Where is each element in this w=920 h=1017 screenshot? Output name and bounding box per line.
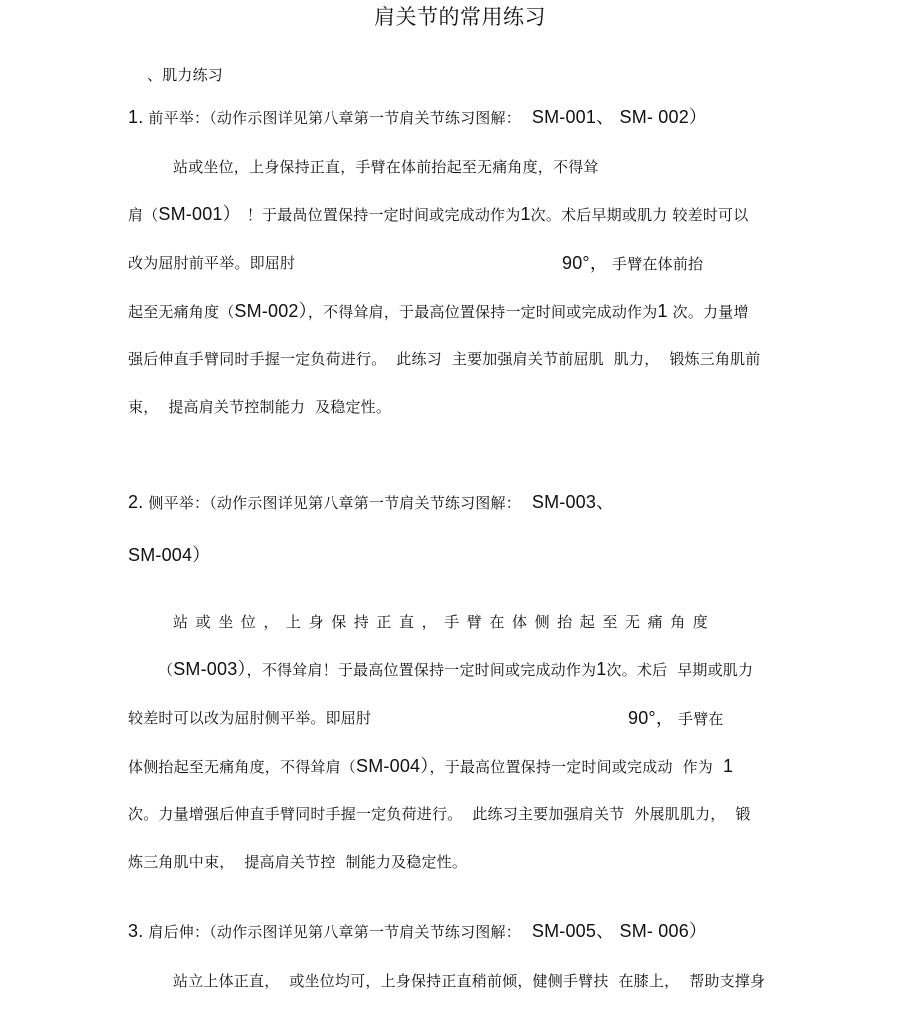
exercise-1-reference: （动作示图详见第八章第一节肩关节练习图解： (209, 109, 521, 127)
exercise-1-line-1: 站或坐位，上身保持正直，手臂在体前抬起至无痛角度，不得耸 (173, 158, 599, 176)
exercise-2-line-1: 站或坐位，上身保持正直，手臂在体侧抬起至无痛角度 (173, 613, 716, 631)
exercise-1-count-2: 1 (657, 301, 668, 321)
exercise-3-heading (128, 921, 707, 942)
exercise-1-line-5: 强后伸直手臂同时手握一定负荷进行。 此练习 主要加强肩关节前屈肌 肌力， 锻炼三角肌前 (128, 350, 761, 368)
exercise-1-line-6: 束， 提高肩关节控制能力 及稳定性。 (128, 398, 392, 416)
exercise-2-number: 2. (128, 492, 144, 512)
page-title: 肩关节的常用练习 (374, 5, 546, 29)
exercise-1-line-2c: ！于最咼位置保持一定时间或完成动作为 (246, 206, 521, 224)
exercise-2-codes: SM-003、 (531, 492, 615, 512)
exercise-1-count: 1 (520, 204, 531, 224)
exercise-2-line-5: 次。力量增强后伸直手臂同时手握一定负荷进行。 此练习主要加强肩关节 外展肌肌力， 锻 (128, 805, 751, 823)
exercise-1-line-2a: 肩（ (128, 206, 159, 224)
exercise-2-codes-cont (128, 545, 210, 566)
exercise-2-angle: 90°， (628, 708, 675, 728)
exercise-2-line-3c: 手臂在 (678, 710, 724, 728)
exercise-2-reference: （动作示图详见第八章第一节肩关节练习图解： (209, 494, 521, 512)
exercise-2-heading (128, 492, 614, 513)
exercise-1-name: 前平举： (148, 109, 210, 127)
exercise-1-number: 1. (128, 107, 144, 127)
exercise-1-line-3c: 手臂在体前抬 (612, 255, 704, 273)
exercise-2-line-3a: 较差时可以改为屈肘侧平举。即屈肘 (128, 709, 372, 727)
exercise-1-heading (128, 107, 707, 128)
exercise-1-codes: SM-001、 SM- 002） (531, 107, 708, 127)
exercise-2-name: 侧平举： (148, 494, 210, 512)
exercise-1-line-4e: 次。力量增 (667, 303, 749, 321)
exercise-2-line-4a: 体侧抬起至无痛角度，不得耸肩（ (128, 758, 357, 776)
exercise-3-codes: SM-005、 SM- 006） (531, 921, 708, 941)
exercise-3-reference: （动作示图详见第八章第一节肩关节练习图解： (209, 923, 521, 941)
exercise-1-line-3a: 改为屈肘前平举。即屈肘 (128, 254, 296, 272)
exercise-1-line-3b (562, 253, 703, 274)
exercise-2-line-2c: ，不得耸肩！于最高位置保持一定时间或完成动作为 (246, 661, 597, 679)
exercise-2-line-2a: （ (158, 661, 174, 679)
exercise-3-line-1: 站立上体正直， 或坐位均可，上身保持正直稍前倾，健侧手臂扶 在膝上， 帮助支撑身 (173, 972, 766, 990)
exercise-1-line-4a: 起至无痛角度（ (128, 303, 235, 321)
exercise-1-angle: 90°， (562, 253, 609, 273)
exercise-3-name: 肩后伸： (148, 923, 210, 941)
exercise-1-line-2 (128, 204, 748, 225)
exercise-1-code-001: SM-001） (158, 204, 241, 224)
exercise-1-line-2e: 次。术后早期或肌力 较差时可以 (530, 206, 749, 224)
exercise-2-line-2 (158, 659, 753, 680)
exercise-2-code-004: SM-004） (356, 756, 430, 776)
exercise-1-line-4 (128, 301, 749, 322)
exercise-2-line-6: 炼三角肌中束， 提高肩关节控 制能力及稳定性。 (128, 853, 468, 871)
exercise-1-code-002: SM-002） (234, 301, 308, 321)
exercise-2-line-4 (128, 756, 733, 777)
exercise-2-line-3b (628, 708, 724, 729)
exercise-2-code-004-head: SM-004） (128, 545, 211, 565)
exercise-2-count: 1 (596, 659, 607, 679)
section-heading: 、肌力练习 (147, 66, 224, 84)
exercise-3-number: 3. (128, 921, 144, 941)
exercise-2-line-2e: 次。术后 早期或肌力 (606, 661, 754, 679)
exercise-2-code-003: SM-003） (173, 659, 247, 679)
exercise-1-line-4c: ，不得耸肩，于最高位置保持一定时间或完成动作为 (307, 303, 658, 321)
exercise-2-count-2: 1 (722, 756, 734, 776)
exercise-2-line-4c: ，于最高位置保持一定时间或完成动 作为 (429, 758, 723, 776)
